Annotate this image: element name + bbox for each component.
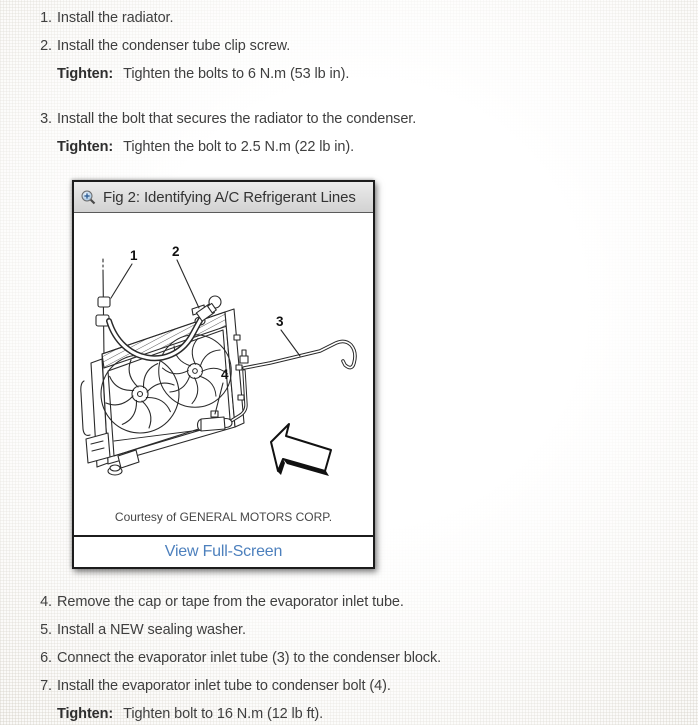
radiator-illustration[interactable] [74,213,373,507]
step-number: 1. [40,10,52,26]
figure-footer [74,535,373,567]
svg-text:4: 4 [221,367,229,382]
zoom-in-icon [81,190,96,205]
tighten-text: Tighten the bolt to 2.5 N.m (22 lb in). [123,139,355,155]
step-number: 7. [40,678,52,694]
svg-text:3: 3 [276,314,284,329]
tighten-note-1 [57,66,698,82]
step-5 [38,622,698,638]
step-text: Install the condenser tube clip screw. [57,38,291,54]
tighten-label: Tighten: [57,66,114,82]
figure-title: Fig 2: Identifying A/C Refrigerant Lines [103,188,356,206]
figure-header [74,182,373,213]
step-4 [38,594,698,610]
step-text: Install a NEW sealing washer. [57,622,246,638]
step-text: Connect the evaporator inlet tube (3) to the condenser block. [57,650,442,666]
step-number: 5. [40,622,52,638]
direction-arrow [271,424,331,476]
figure-image[interactable] [74,213,373,507]
figure-panel [72,180,375,569]
step-text: Remove the cap or tape from the evaporator inlet tube. [57,594,404,610]
step-3 [38,111,698,127]
step-text: Install the radiator. [57,10,174,26]
step-text: Install the evaporator inlet tube to condenser bolt (4). [57,678,391,694]
tighten-note-2 [57,139,698,155]
svg-text:2: 2 [172,244,180,259]
step-number: 2. [40,38,52,54]
step-7 [38,678,698,694]
step-1 [38,10,698,26]
step-text: Install the bolt that secures the radiator to the condenser. [57,111,417,127]
tighten-note-3 [57,706,698,722]
tighten-label: Tighten: [57,706,114,722]
callout-3 [276,314,300,356]
callout-1 [111,248,138,298]
step-number: 6. [40,650,52,666]
svg-text:1: 1 [130,248,138,263]
step-number: 4. [40,594,52,610]
step-number: 3. [40,111,52,127]
view-full-screen-link[interactable]: View Full-Screen [164,543,283,560]
figure-caption: Courtesy of GENERAL MOTORS CORP. [114,510,333,524]
step-2 [38,38,698,54]
tighten-text: Tighten the bolts to 6 N.m (53 lb in). [123,66,350,82]
step-6 [38,650,698,666]
tighten-text: Tighten bolt to 16 N.m (12 lb ft). [123,706,324,722]
tighten-label: Tighten: [57,139,114,155]
callout-2 [172,244,199,308]
